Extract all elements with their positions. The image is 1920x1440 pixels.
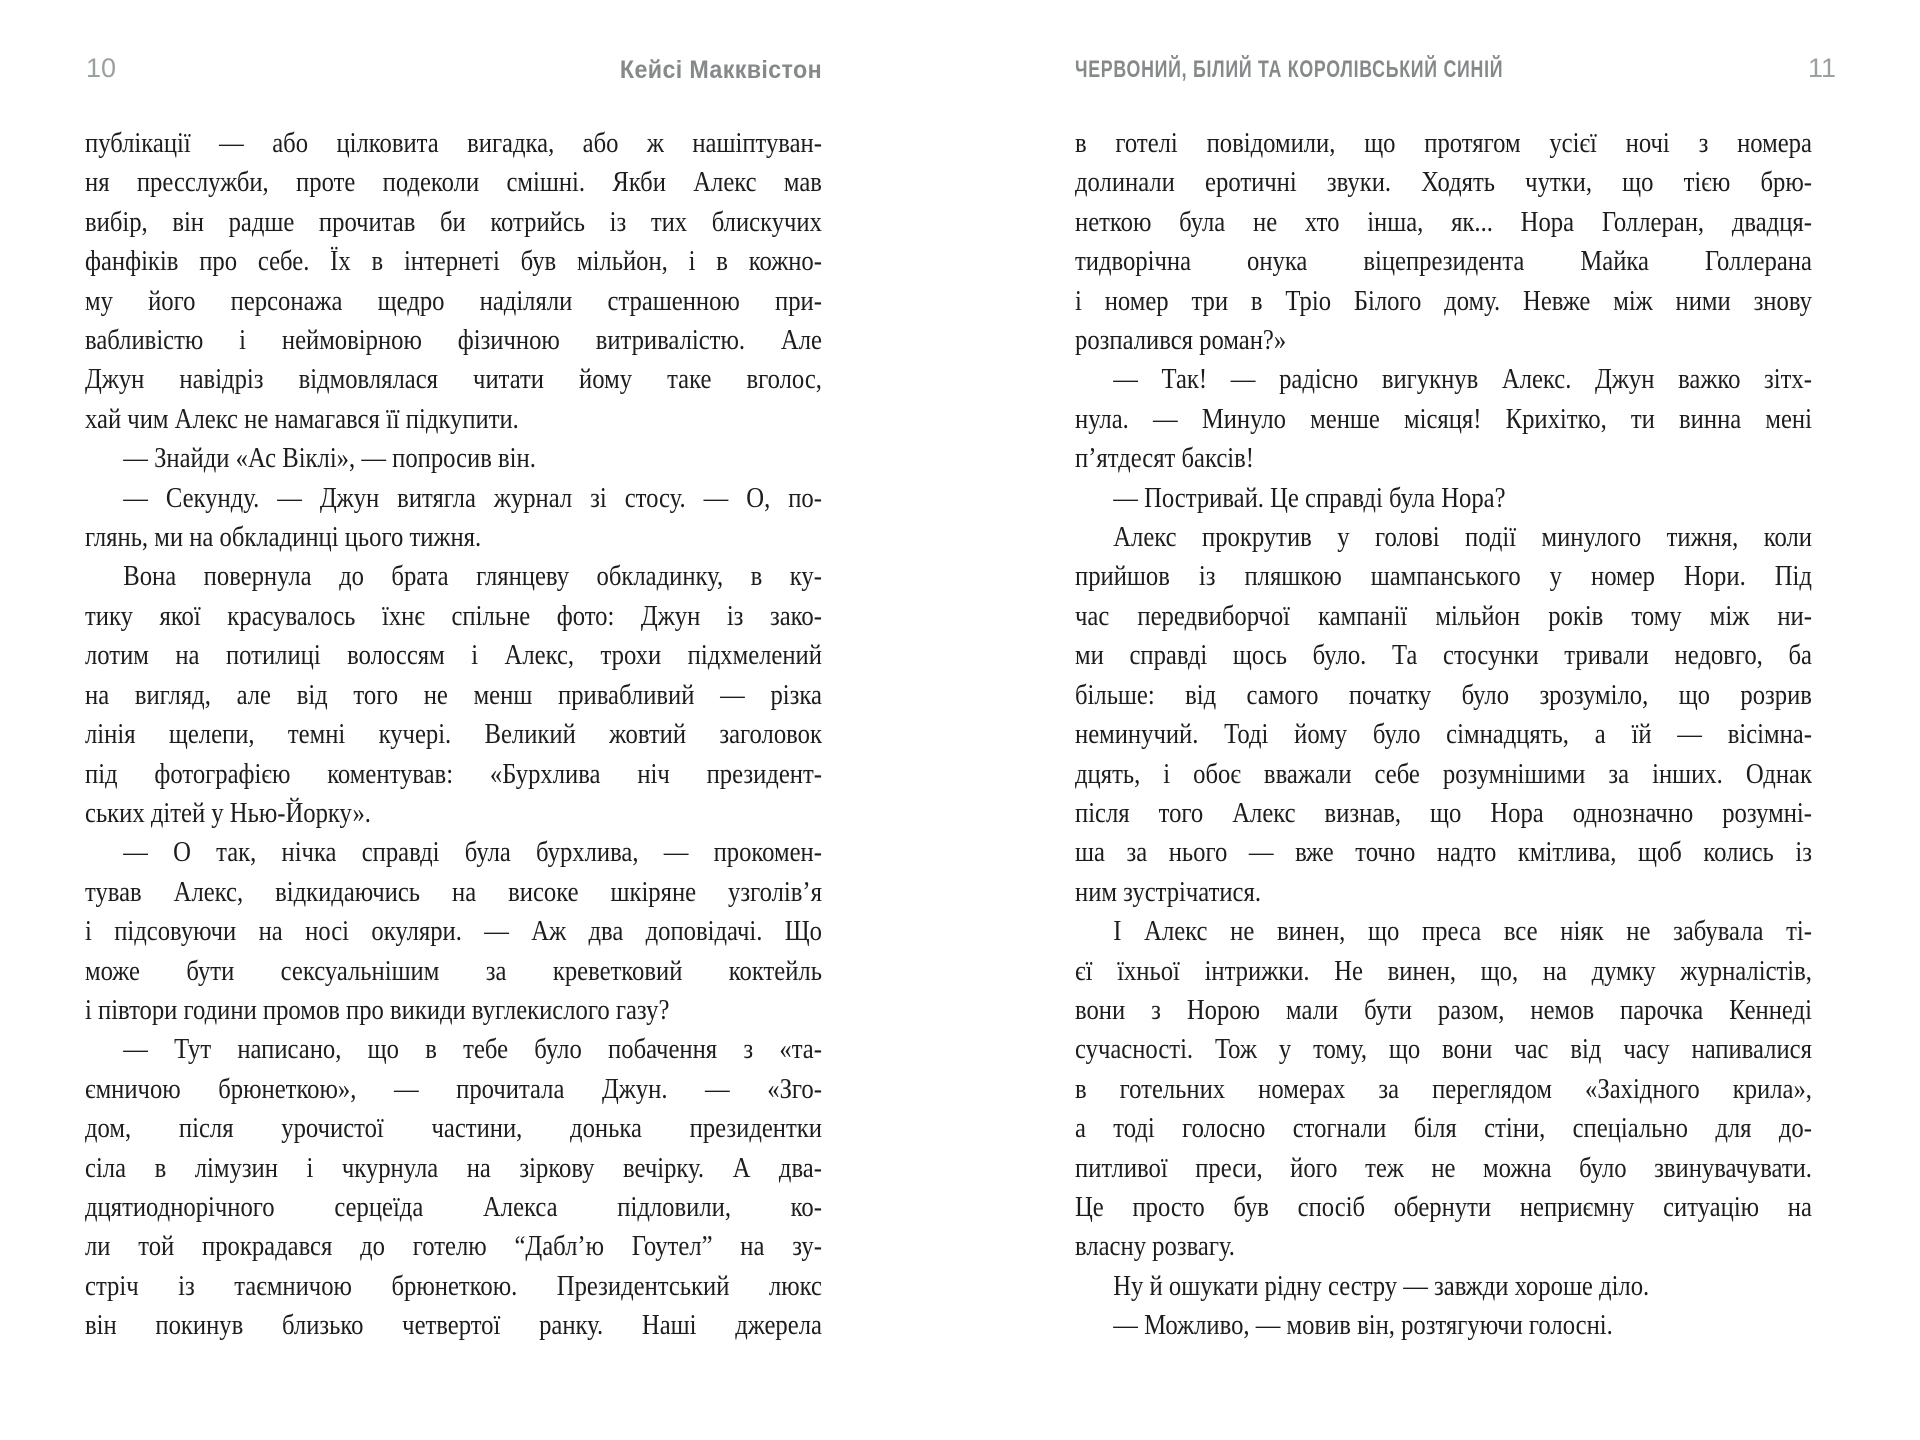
- text-line: після того Алекс визнав, що Нора однозначно розумні-: [1075, 796, 1812, 829]
- paragraph: [1075, 124, 1812, 360]
- text-line: він покинув близько четвертої ранку. Наші джерела: [85, 1309, 822, 1342]
- text-line: — Постривай. Це справді була Нора?: [1113, 481, 1506, 514]
- text-line: під фотографією коментував: «Бурхлива ніч президент-: [85, 757, 822, 790]
- text-line: сіла в лімузин і чкурнула на зіркову вечірку. А два-: [85, 1151, 822, 1184]
- running-head-title: ЧЕРВОНИЙ, БІЛИЙ ТА КОРОЛІВСЬКИЙ СИНІЙ: [1075, 56, 1504, 83]
- text-line: єї їхньої інтрижки. Не винен, що, на думку журналістів,: [1075, 954, 1812, 987]
- text-line: ських дітей у Нью-Йорку».: [85, 796, 371, 829]
- text-line: І Алекс не винен, що преса все ніяк не забувала ті-: [1113, 915, 1812, 948]
- text-line: в готельних номерах за переглядом «Західного крила»,: [1075, 1072, 1812, 1105]
- text-line: і номер три в Тріо Білого дому. Невже між ними знову: [1075, 284, 1812, 317]
- page-number-left: 10: [86, 53, 117, 83]
- text-line: ємничою брюнеткою», — прочитала Джун. — «Зго-: [85, 1072, 822, 1105]
- text-line: му його персонажа щедро наділяли страшенною при-: [85, 284, 822, 317]
- text-line: сучасності. Тож у тому, що вони час від часу напивалися: [1075, 1033, 1812, 1066]
- text-line: Джун навідріз відмовлялася читати йому таке вголос,: [85, 363, 822, 396]
- paragraph: [1075, 912, 1812, 1267]
- paragraph: [85, 1030, 822, 1345]
- text-line: — Тут написано, що в тебе було побачення з «та-: [123, 1033, 822, 1066]
- text-line: — Так! — радісно вигукнув Алекс. Джун важко зітх-: [1113, 363, 1812, 396]
- text-line: вони з Норою мали бути разом, немов парочка Кеннеді: [1075, 993, 1812, 1026]
- text-line: дцять, і обоє вважали себе розумнішими за інших. Однак: [1075, 757, 1812, 790]
- text-line: хай чим Алекс не намагався її підкупити.: [85, 402, 519, 435]
- text-line: і підсовуючи на носі окуляри. — Аж два доповідачі. Що: [85, 915, 822, 948]
- paragraph: [85, 833, 822, 1030]
- text-line: ним зустрічатися.: [1075, 875, 1261, 908]
- text-line: а тоді голосно стогнали біля стіни, спеціально для до-: [1075, 1112, 1812, 1145]
- text-line: в готелі повідомили, що протягом усієї ночі з номера: [1075, 127, 1812, 159]
- text-line: фанфіків про себе. Їх в інтернеті був мільйон, і в кожно-: [85, 245, 822, 278]
- text-line: неминучий. Тоді йому було сімнадцять, а їй — вісімна-: [1075, 718, 1812, 751]
- text-line: час передвиборчої кампанії мільйон років тому між ни-: [1075, 599, 1812, 632]
- paragraph: [1075, 1306, 1812, 1345]
- text-line: долинали еротичні звуки. Ходять чутки, що тією брю-: [1075, 166, 1812, 199]
- text-line: Ну й ошукати рідну сестру — завжди хороше діло.: [1113, 1269, 1650, 1302]
- text-column-left: [85, 124, 822, 1346]
- paragraph: [1075, 479, 1812, 518]
- text-line: публікації — або цілковита вигадка, або ж нашіптуван-: [85, 127, 822, 159]
- text-line: п’ятдесят баксів!: [1075, 442, 1254, 475]
- text-line: ня пресслужби, проте подеколи смішні. Якби Алекс мав: [85, 166, 822, 199]
- text-line: ми справді щось було. Та стосунки тривали недовго, ба: [1075, 639, 1812, 672]
- paragraph: [1075, 1267, 1812, 1306]
- text-line: тидворічна онука віцепрезидента Майка Голлерана: [1075, 245, 1812, 278]
- text-line: може бути сексуальнішим за креветковий коктейль: [85, 954, 822, 987]
- text-line: власну розвагу.: [1075, 1230, 1235, 1263]
- text-line: — Секунду. — Джун витягла журнал зі стосу. — О, по-: [123, 481, 822, 514]
- text-line: нула. — Минуло менше місяця! Крихітко, ти винна мені: [1075, 402, 1812, 435]
- paragraph: [85, 479, 822, 558]
- text-line: лінія щелепи, темні кучері. Великий жовтий заголовок: [85, 718, 822, 751]
- text-line: тував Алекс, відкидаючись на високе шкіряне узголів’я: [85, 875, 822, 908]
- text-line: і півтори години промов про викиди вуглекислого газу?: [85, 993, 670, 1026]
- text-line: дом, після урочистої частини, донька президентки: [85, 1112, 822, 1145]
- paragraph: [1075, 360, 1812, 478]
- paragraph: [85, 557, 822, 833]
- text-line: розпалився роман?»: [1075, 324, 1287, 357]
- text-line: ли той прокрадався до готелю “Дабл’ю Гоутел” на зу-: [85, 1230, 822, 1263]
- text-line: прийшов із пляшкою шампанського у номер Нори. Під: [1075, 560, 1812, 593]
- text-line: — Можливо, — мовив він, розтягуючи голосні.: [1113, 1309, 1613, 1342]
- text-line: Вона повернула до брата глянцеву обкладинку, в ку-: [123, 560, 822, 593]
- text-line: стріч із таємничою брюнеткою. Президентський люкс: [85, 1269, 822, 1302]
- text-line: більше: від самого початку було зрозуміло, що розрив: [1075, 678, 1812, 711]
- text-line: Це просто був спосіб обернути неприємну ситуацію на: [1075, 1190, 1812, 1223]
- text-line: на вигляд, але від того не менш привабливий — різка: [85, 678, 822, 711]
- page-number-right: 11: [1807, 53, 1836, 83]
- paragraph: [1075, 518, 1812, 912]
- text-line: Алекс прокрутив у голові події минулого тижня, коли: [1113, 521, 1812, 554]
- paragraph: [85, 124, 822, 439]
- text-line: — О так, нічка справді була бурхлива, — прокомен-: [123, 836, 822, 869]
- text-line: неткою була не хто інша, як... Нора Голлеран, двадця-: [1075, 205, 1812, 238]
- text-line: тику якої красувалось їхнє спільне фото: Джун із зако-: [85, 599, 822, 632]
- text-line: лотим на потилиці волоссям і Алекс, трохи підхмелений: [85, 639, 822, 672]
- text-column-right: [1075, 124, 1812, 1346]
- text-line: питливої преси, його теж не можна було звинувачувати.: [1075, 1151, 1812, 1184]
- text-line: — Знайди «Ас Віклі», — попросив він.: [123, 442, 536, 475]
- text-line: дцятиоднорічного серцеїда Алекса підловили, ко-: [85, 1190, 822, 1223]
- running-head-author: Кейсі Макквістон: [619, 56, 822, 84]
- text-line: глянь, ми на обкладинці цього тижня.: [85, 521, 482, 554]
- text-line: вабливістю і неймовірною фізичною витривалістю. Але: [85, 324, 822, 357]
- text-line: ша за нього — вже точно надто кмітлива, щоб колись із: [1075, 836, 1812, 869]
- paragraph: [85, 439, 822, 478]
- text-line: вибір, він радше прочитав би котрийсь із тих блискучих: [85, 205, 822, 238]
